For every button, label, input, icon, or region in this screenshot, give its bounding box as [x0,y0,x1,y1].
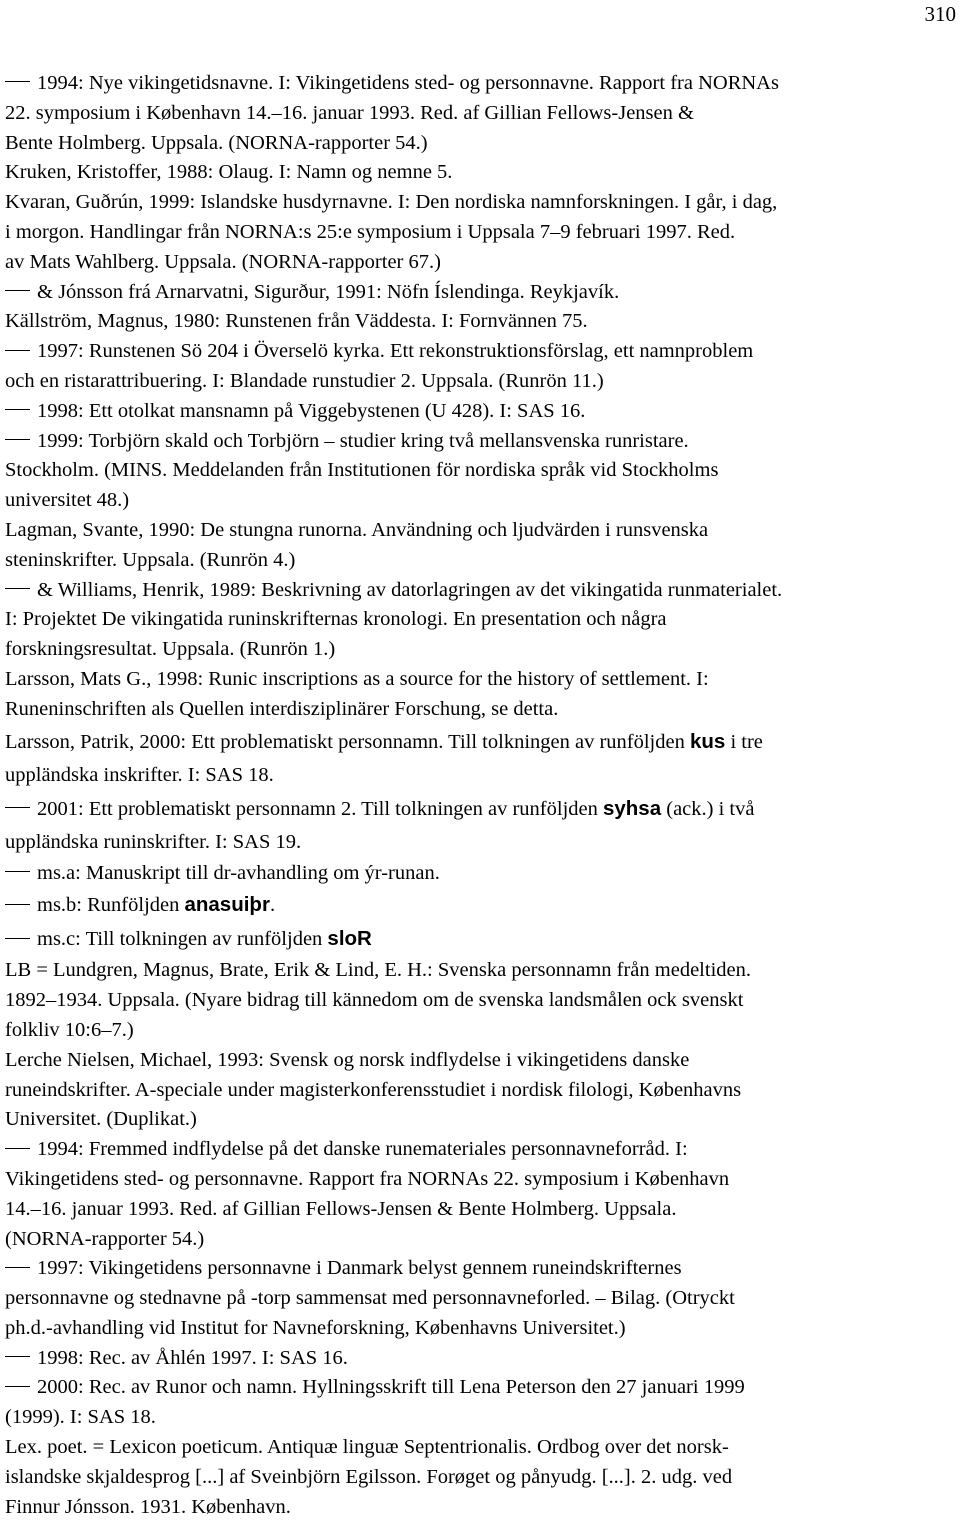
ditto-dash [5,350,30,351]
bib-entry [5,307,955,337]
bibliography-list [5,69,955,1522]
entry-line: ms.c: Till tolkningen av runföljden [37,928,328,951]
entry-line: & Jónsson frá Arnarvatni, Sigurður, 1991: Nöfn Íslendinga. Reykjavík. [37,280,620,303]
entry-line: steninskrifter. Uppsala. (Runrön 4.) [5,548,296,571]
page-number: 310 [924,2,956,26]
entry-line: ms.b: Runföljden [37,894,185,917]
ditto-dash [5,1356,30,1357]
entry-line: Finnur Jónsson. 1931. København. [5,1495,291,1518]
entry-line: Kruken, Kristoffer, 1988: Olaug. I: Namn og nemne 5. [5,161,453,184]
entry-line: islandske skjaldesprog [...] af Sveinbjörn Egilsson. Forøget og pånyudg. [...]. 2. udg. ved [5,1465,733,1488]
ditto-dash [5,1267,30,1268]
bib-entry [5,69,955,158]
ditto-dash [5,81,30,82]
entry-line: och en ristarattribuering. I: Blandade runstudier 2. Uppsala. (Runrön 11.) [5,369,604,392]
runic-transliteration: kus [689,729,726,753]
bib-entry [5,1254,955,1343]
entry-line: 2000: Rec. av Runor och namn. Hyllningsskrift till Lena Peterson den 27 januari 1999 [37,1376,745,1399]
entry-line: 1994: Nye vikingetidsnavne. I: Vikingetidens sted- og personnavne. Rapport fra NORNAs [37,72,779,94]
entry-line-tail: . [269,894,276,917]
entry-line: 14.–16. januar 1993. Red. af Gillian Fellows-Jensen & Bente Holmberg. Uppsala. [5,1197,677,1220]
entry-line: i morgon. Handlingar från NORNA:s 25:e symposium i Uppsala 7–9 februari 1997. Red. [5,220,736,243]
bib-entry [5,516,955,576]
bib-entry [5,1433,955,1522]
entry-line: Källström, Magnus, 1980: Runstenen från Väddesta. I: Fornvännen 75. [5,310,588,333]
entry-line: Lerche Nielsen, Michael, 1993: Svensk og norsk indflydelse i vikingetidens danske [5,1048,690,1071]
entry-line: Runeninschriften als Quellen interdisziplinärer Forschung, se detta. [5,697,559,720]
ditto-dash [5,938,30,939]
entry-line: ph.d.-avhandling vid Institut for Navneforskning, Københavns Universitet.) [5,1316,626,1339]
entry-line: runeindskrifter. A-speciale under magisterkonferensstudiet i nordisk filologi, Københavns [5,1078,742,1101]
entry-line: Kvaran, Guðrún, 1999: Islandske husdyrnavne. I: Den nordiska namnforskningen. I går, i dag, [5,191,778,214]
bib-entry [5,397,955,427]
entry-line: Stockholm. (MINS. Meddelanden från Institutionen för nordiska språk vid Stockholms [5,459,719,482]
entry-line: Lagman, Svante, 1990: De stungna runorna. Användning och ljudvärden i runsvenska [5,518,709,541]
ditto-dash [5,439,30,440]
bib-entry [5,725,955,792]
entry-line: (1999). I: SAS 18. [5,1406,156,1429]
bib-entry [5,665,955,725]
runic-transliteration: syhsa [602,796,662,820]
entry-line: folkliv 10:6–7.) [5,1018,134,1041]
entry-line: uppländska inskrifter. I: SAS 18. [5,763,274,786]
entry-line: 1997: Runstenen Sö 204 i Överselö kyrka. Ett rekonstruktionsförslag, ett namnproblem [37,340,754,363]
bib-entry [5,576,955,665]
ditto-dash [5,1148,30,1149]
entry-line: (NORNA-rapporter 54.) [5,1227,205,1250]
bib-entry [5,158,955,188]
bib-entry [5,1344,955,1374]
ditto-dash [5,871,30,872]
entry-line: forskningsresultat. Uppsala. (Runrön 1.) [5,638,336,661]
entry-line: av Mats Wahlberg. Uppsala. (NORNA-rapporter 67.) [5,250,441,273]
ditto-dash [5,290,30,291]
bib-entry [5,337,955,397]
entry-line: 1994: Fremmed indflydelse på det danske runemateriales personnavneforråd. I: [37,1138,688,1161]
entry-line: 1998: Ett otolkat mansnamn på Viggebystenen (U 428). I: SAS 16. [37,399,586,422]
entry-line: & Williams, Henrik, 1989: Beskrivning av datorlagringen av det vikingatida runmaterialet. [37,578,783,601]
entry-line: 22. symposium i København 14.–16. januar 1993. Red. af Gillian Fellows-Jensen & [5,101,694,124]
bib-entry [5,956,955,1045]
entry-line: 1998: Rec. av Åhlén 1997. I: SAS 16. [37,1346,348,1369]
ditto-dash [5,904,30,905]
entry-line-tail: (ack.) i två [661,797,755,820]
bib-entry [5,859,955,889]
bib-entry [5,888,955,922]
bib-entry [5,427,955,516]
ditto-dash [5,1386,30,1387]
entry-line: Lex. poet. = Lexicon poeticum. Antiquæ linguæ Septentrionalis. Ordbog over det norsk- [5,1436,729,1459]
entry-line: Bente Holmberg. Uppsala. (NORNA-rapporter 54.) [5,131,428,154]
entry-line: LB = Lundgren, Magnus, Brate, Erik & Lind, E. H.: Svenska personnamn från medeltiden. [5,959,751,982]
entry-line: 1892–1934. Uppsala. (Nyare bidrag till kännedom om de svenska landsmålen ock svenskt [5,989,744,1012]
entry-line: I: Projektet De vikingatida runinskrifternas kronologi. En presentation och några [5,608,667,631]
runic-transliteration: sloR [327,927,372,951]
entry-line: 1999: Torbjörn skald och Torbjörn – studier kring två mellansvenska runristare. [37,429,689,452]
bib-entry [5,1046,955,1135]
bib-entry [5,1135,955,1254]
entry-line: Vikingetidens sted- og personnavne. Rapport fra NORNAs 22. symposium i København [5,1167,730,1190]
bib-entry [5,922,955,956]
entry-line: uppländska runinskrifter. I: SAS 19. [5,830,302,853]
entry-line: 2001: Ett problematiskt personnamn 2. Till tolkningen av runföljden [37,797,603,820]
entry-line: 1997: Vikingetidens personnavne i Danmark belyst gennem runeindskrifternes [37,1257,682,1280]
entry-line: Larsson, Patrik, 2000: Ett problematiskt personnamn. Till tolkningen av runföljden [5,730,690,753]
bib-entry [5,188,955,277]
ditto-dash [5,807,30,808]
ditto-dash [5,409,30,410]
bib-entry [5,1373,955,1433]
entry-line: ms.a: Manuskript till dr-avhandling om ýr-runan. [37,861,440,884]
runic-transliteration: anasuiþr [184,893,270,917]
bib-entry [5,278,955,308]
entry-line: personnavne og stednavne på -torp sammensat med personnavneforled. – Bilag. (Otryckt [5,1287,735,1310]
entry-line: Universitet. (Duplikat.) [5,1108,197,1131]
ditto-dash [5,588,30,589]
entry-line: universitet 48.) [5,489,130,512]
entry-line: Larsson, Mats G., 1998: Runic inscriptions as a source for the history of settlement. I: [5,667,709,690]
entry-line-tail: i tre [725,730,763,753]
bib-entry [5,792,955,859]
